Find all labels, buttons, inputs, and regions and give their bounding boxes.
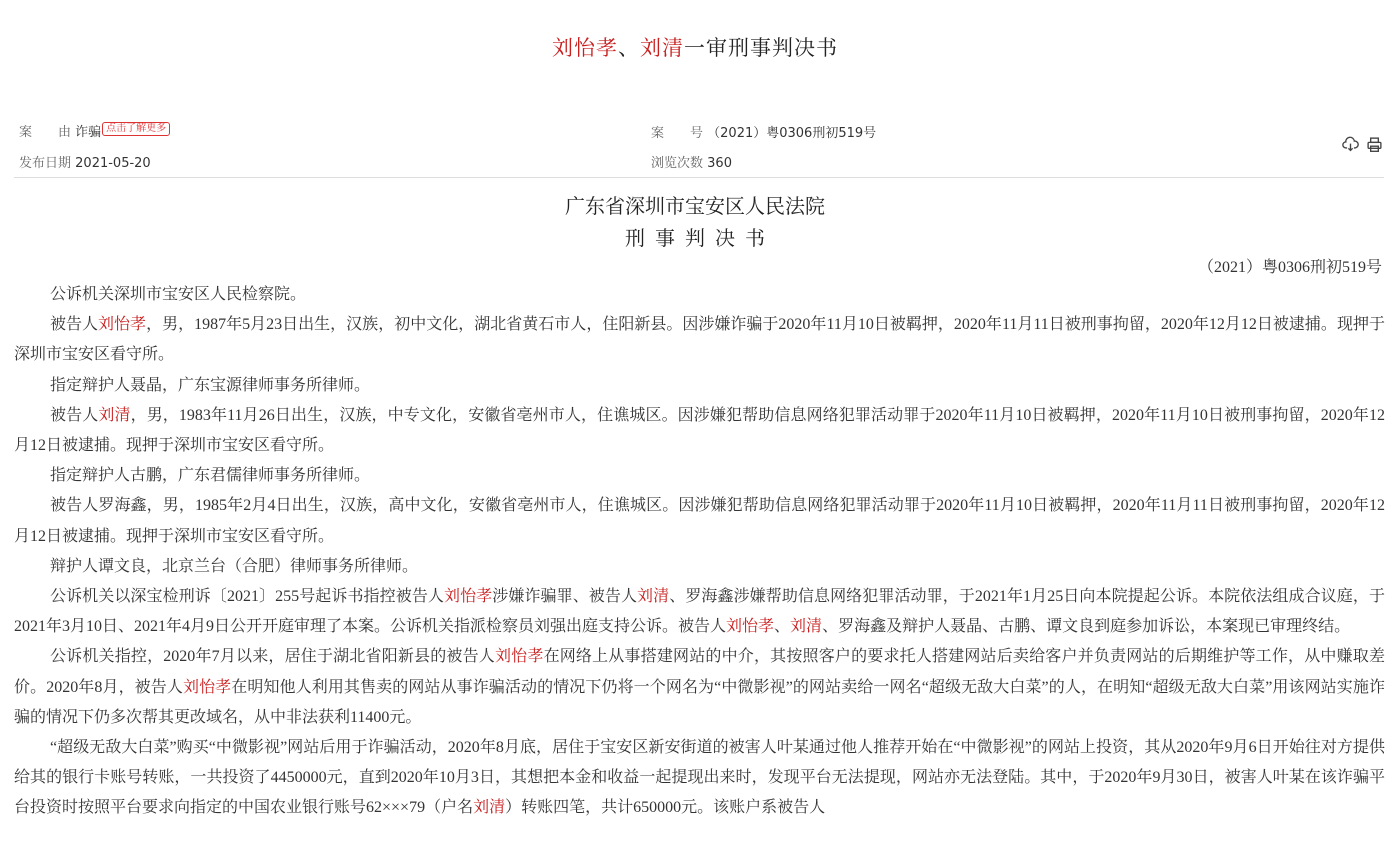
defendant-name-link: 刘怡孝 [98,316,147,334]
title-rest: 一审刑事判决书 [684,36,838,60]
views-value: 360 [707,156,732,171]
paragraph: 公诉机关深圳市宝安区人民检察院。 [50,286,307,303]
cause-value: 诈骗 [75,125,102,140]
learn-more-tag[interactable]: 点击了解更多 [102,122,170,136]
publish-date-value: 2021-05-20 [75,156,151,171]
defendant-name-link: 刘怡孝 [182,678,232,696]
document-body [14,280,1385,824]
paragraph: 被告人刘清，男，1983年11月26日出生，汉族，中专文化，安徽省亳州市人，住谯城区。因涉嫌犯帮助信息网络犯罪活动罪于2020年11月10日被羁押，2020年11月10日被刑事拘留，2020年12月12日被逮捕。现押于深圳市宝安区看守所。 [14,406,1385,455]
paragraph: 指定辩护人古鹏，广东君儒律师事务所律师。 [50,467,371,485]
publish-date-label: 发布日期 [19,156,72,171]
case-number-label: 案 号 [651,126,704,141]
print-icon[interactable] [1366,136,1383,153]
title-name-1: 刘怡孝 [552,36,618,60]
paragraph: 公诉机关指控，2020年7月以来，居住于湖北省阳新县的被告人刘怡孝在网络上从事搭建网站的中介，其按照客户的要求托人搭建网站后卖给客户并负责网站的后期维护等工作，从中赚取差价。2020年8月，被告人刘怡孝在明知他人利用其售卖的网站从事诈骗活动的情况下仍将一个网名为“中微影视”的网站卖给一网名“超级无敌大白菜”的人，在明知“超级无敌大白菜”用该网站实施诈骗的情况下仍多次帮其更改域名，从中非法获利11400元。 [14,648,1385,726]
defendant-name-link: 刘怡孝 [444,588,493,606]
defendant-name-link: 刘怡孝 [495,648,544,666]
toolbar [1340,136,1383,157]
defendant-name-link: 刘清 [98,406,131,424]
cause-label: 案 由 [19,125,72,140]
defendant-name-link: 刘清 [790,618,823,636]
cause-field [19,121,170,141]
paragraph: 辩护人谭文良，北京兰台（合肥）律师事务所律师。 [50,557,419,575]
paragraph: “超级无敌大白菜”购买“中微影视”网站后用于诈骗活动，2020年8月底，居住于宝安区新安街道的被害人叶某通过他人推荐开始在“中微影视”的网站上投资，其从2020年9月6日开始往对方提供给其的银行卡账号转账，一共投资了4450000元，直到2020年10月3日，其想把本金和收益一起提现出来时，发现平台无法提现，网站亦无法登陆。其中，于2020年9月30日，被害人叶某在该诈骗平台投资时按照平台要求向指定的中国农业银行账号62×××79（户名刘清）转账四笔，共计650000元。该账户系被告人 [14,739,1385,817]
defendant-name-link: 刘清 [473,799,506,817]
views-label: 浏览次数 [651,156,704,171]
document-case-number: （2021）粤0306刑初519号 [1197,259,1382,276]
title-name-2: 刘清 [640,36,684,60]
views-field [651,152,732,171]
court-name: 广东省深圳市宝安区人民法院 [565,194,825,218]
paragraph: 被告人罗海鑫，男，1985年2月4日出生，汉族，高中文化，安徽省亳州市人，住谯城区。因涉嫌犯帮助信息网络犯罪活动罪于2020年11月10日被羁押，2020年11月11日被刑事拘留，2020年12月12日被逮捕。现押于深圳市宝安区看守所。 [14,497,1385,545]
paragraph: 公诉机关以深宝检刑诉〔2021〕255号起诉书指控被告人刘怡孝涉嫌诈骗罪、被告人刘清、罗海鑫涉嫌帮助信息网络犯罪活动罪，于2021年1月25日向本院提起公诉。本院依法组成合议庭，于2021年3月10日、2021年4月9日公开开庭审理了本案。公诉机关指派检察员刘强出庭支持公诉。被告人刘怡孝、刘清、罗海鑫及辩护人聂晶、古鹏、谭文良到庭参加诉讼，本案现已审理终结。 [14,588,1385,636]
title-separator: 、 [618,36,640,60]
paragraph: 被告人刘怡孝，男，1987年5月23日出生，汉族，初中文化，湖北省黄石市人，住阳新县。因涉嫌诈骗于2020年11月10日被羁押，2020年11月11日被刑事拘留，2020年12月12日被逮捕。现押于深圳市宝安区看守所。 [14,316,1385,364]
header-divider [14,177,1384,178]
defendant-name-link: 刘怡孝 [726,618,775,636]
case-number-value: （2021）粤0306刑初519号 [707,126,877,141]
document-type: 刑事判决书 [625,226,775,250]
paragraph: 指定辩护人聂晶，广东宝源律师事务所律师。 [50,376,371,394]
case-number-field [651,122,876,141]
publish-date-field [19,152,151,171]
page-title [0,32,1390,62]
download-icon[interactable] [1342,136,1359,153]
defendant-name-link: 刘清 [637,588,670,606]
